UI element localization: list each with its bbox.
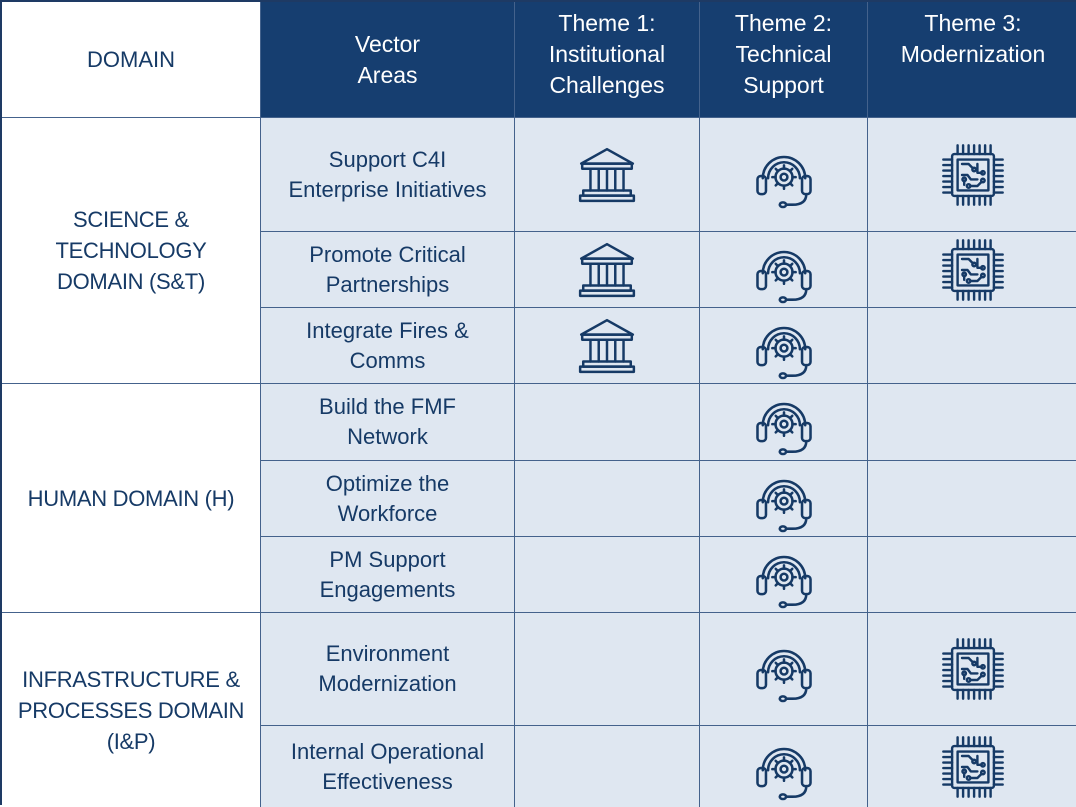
vector-area-label: PM Support Engagements — [319, 546, 456, 602]
theme-3-cell — [868, 726, 1076, 807]
theme-2-cell — [700, 232, 868, 308]
theme-3-cell — [868, 384, 1076, 461]
technical-support-headset-icon — [752, 311, 816, 381]
vector-area-label: Environment Modernization — [318, 641, 457, 696]
theme-2-header-label: Theme 2: Technical Support — [734, 10, 833, 98]
theme-1-cell — [515, 537, 700, 613]
theme-1-cell — [515, 613, 700, 726]
theme-3-column-header — [868, 2, 1076, 118]
technical-support-headset-icon — [752, 634, 816, 704]
vector-area-cell-support-c4i — [261, 118, 515, 232]
theme-2-cell — [700, 613, 868, 726]
vector-area-cell-integrate-fires-comms — [261, 308, 515, 384]
circuit-chip-icon — [940, 142, 1006, 208]
vector-areas-column-header — [261, 2, 515, 118]
theme-3-header-label: Theme 3: Modernization — [900, 10, 1046, 67]
vector-area-label: Internal Operational Effectiveness — [290, 738, 485, 794]
theme-2-column-header — [700, 2, 868, 118]
vector-area-label: Support C4I Enterprise Initiatives — [288, 146, 487, 202]
theme-2-cell — [700, 726, 868, 807]
theme-2-cell — [700, 118, 868, 232]
circuit-chip-icon — [940, 734, 1006, 800]
vector-area-label: Optimize the Workforce — [325, 470, 450, 526]
theme-3-cell — [868, 232, 1076, 308]
domain-header-label: DOMAIN — [87, 46, 175, 72]
domain-label: SCIENCE & TECHNOLOGY DOMAIN (S&T) — [55, 207, 207, 294]
theme-3-cell — [868, 613, 1076, 726]
theme-1-header-label: Theme 1: Institutional Challenges — [548, 10, 666, 98]
domain-label: HUMAN DOMAIN (H) — [27, 485, 235, 511]
circuit-chip-icon — [940, 636, 1006, 702]
domain-label: INFRASTRUCTURE & PROCESSES DOMAIN (I&P) — [17, 666, 245, 754]
institution-icon — [576, 315, 638, 377]
theme-1-column-header — [515, 2, 700, 118]
theme-2-cell — [700, 461, 868, 537]
theme-1-cell — [515, 308, 700, 384]
technical-support-headset-icon — [752, 387, 816, 457]
vector-area-label: Build the FMF Network — [319, 394, 456, 449]
theme-1-cell — [515, 461, 700, 537]
domain-cell-infrastructure-processes — [2, 613, 261, 807]
theme-2-cell — [700, 384, 868, 461]
technical-support-headset-icon — [752, 140, 816, 210]
theme-3-cell — [868, 461, 1076, 537]
vector-area-cell-promote-partnerships — [261, 232, 515, 308]
theme-2-cell — [700, 537, 868, 613]
theme-1-cell — [515, 232, 700, 308]
theme-3-cell — [868, 118, 1076, 232]
theme-3-cell — [868, 308, 1076, 384]
domain-cell-science-technology — [2, 118, 261, 384]
vector-area-label: Promote Critical Partnerships — [309, 241, 466, 297]
vector-area-cell-build-fmf-network — [261, 384, 515, 461]
technical-support-headset-icon — [752, 732, 816, 802]
vector-areas-header-label: Vector Areas — [354, 30, 421, 88]
institution-icon — [576, 144, 638, 206]
domain-cell-human — [2, 384, 261, 613]
technical-support-headset-icon — [752, 235, 816, 305]
theme-1-cell — [515, 118, 700, 232]
theme-3-cell — [868, 537, 1076, 613]
vector-area-cell-environment-modernization — [261, 613, 515, 726]
vector-area-cell-internal-operational-effectiveness — [261, 726, 515, 807]
technical-support-headset-icon — [752, 464, 816, 534]
technical-support-headset-icon — [752, 540, 816, 610]
theme-2-cell — [700, 308, 868, 384]
vector-area-cell-pm-support-engagements — [261, 537, 515, 613]
vector-area-label: Integrate Fires & Comms — [306, 317, 469, 373]
circuit-chip-icon — [940, 237, 1006, 303]
theme-1-cell — [515, 384, 700, 461]
vector-area-cell-optimize-workforce — [261, 461, 515, 537]
domain-column-header — [2, 2, 261, 118]
institution-icon — [576, 239, 638, 301]
theme-1-cell — [515, 726, 700, 807]
